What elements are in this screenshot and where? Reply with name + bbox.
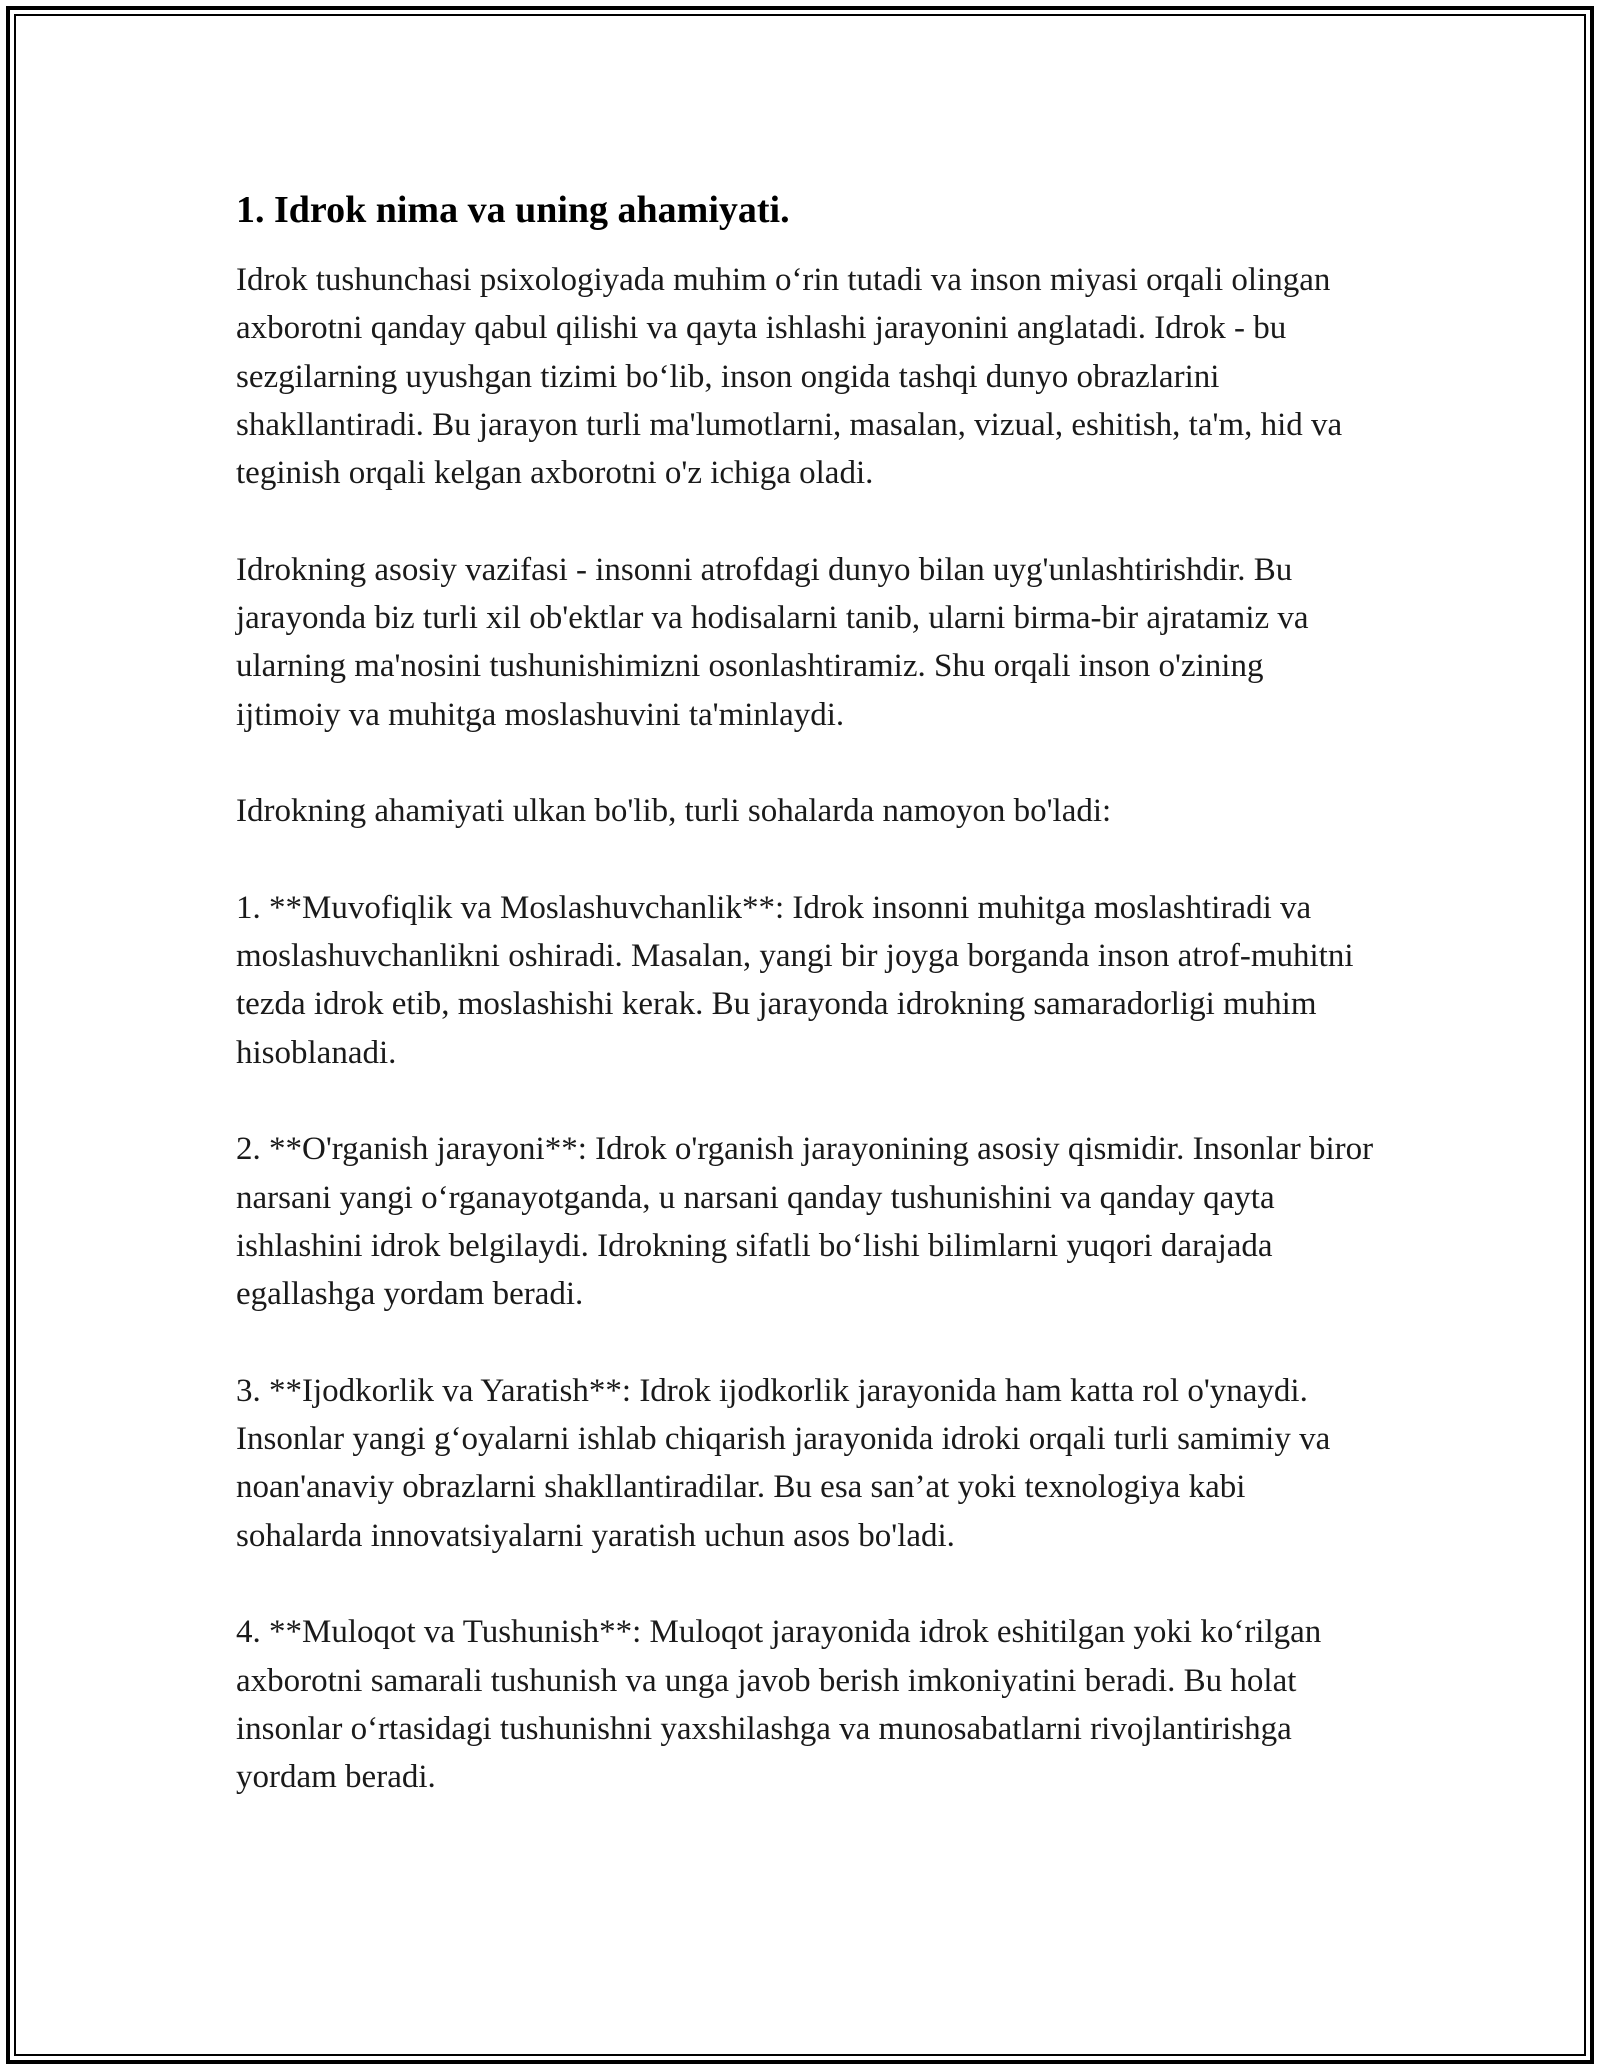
paragraph-importance-lead: Idrokning ahamiyati ulkan bo'lib, turli sohalarda namoyon bo'ladi: — [236, 793, 1112, 830]
list-item-communication: 4. **Muloqot va Tushunish**: Muloqot jarayonida idrok eshitilgan yoki ko‘rilgan axborotni samarali tushunish va unga javob berish imkoniyatini beradi. Bu holat insonlar o‘rtasidagi tushunishni yaxshilashga va munosabatlarni rivojlantirishga yordam beradi. — [236, 1614, 1322, 1796]
document-title: 1. Idrok nima va uning ahamiyati. — [236, 189, 790, 231]
paragraph-intro: Idrok tushunchasi psixologiyada muhim o‘rin tutadi va inson miyasi orqali olingan axborotni qanday qabul qilishi va qayta ishlashi jarayonini anglatadi. Idrok - bu sezgilarning uyushgan tizimi bo‘lib, inson ongida tashqi dunyo obrazlarini shakllantiradi. Bu jarayon turli ma'lumotlarni, masalan, vizual, eshitish, ta'm, hid va teginish orqali kelgan axborotni o'z ichiga oladi. — [236, 262, 1343, 492]
list-item-learning: 2. **O'rganish jarayoni**: Idrok o'rganish jarayonining asosiy qismidir. Insonlar biror narsani yangi o‘rganayotganda, u narsani qanday tushunishini va qanday qayta ishlashini idrok belgilaydi. Idrokning sifatli bo‘lishi bilimlarni yuqori darajada egallashga yordam beradi. — [236, 1131, 1374, 1313]
list-item-adaptability: 1. **Muvofiqlik va Moslashuvchanlik**: Idrok insonni muhitga moslashtiradi va moslashuvchanlikni oshiradi. Masalan, yangi bir joyga borganda inson atrof-muhitni tezda idrok etib, moslashishi kerak. Bu jarayonda idrokning samaradorligi muhim hisoblanadi. — [236, 889, 1354, 1071]
paragraph-main-function: Idrokning asosiy vazifasi - insonni atrofdagi dunyo bilan uyg'unlashtirishdir. Bu jarayonda biz turli xil ob'ektlar va hodisalarni tanib, ularni birma-bir ajratamiz va ularning ma'nosini tushunishimizni osonlashtiramiz. Shu orqali inson o'zining ijtimoiy va muhitga moslashuvini ta'minlaydi. — [236, 551, 1309, 733]
document-body — [236, 186, 1376, 1850]
list-item-creativity: 3. **Ijodkorlik va Yaratish**: Idrok ijodkorlik jarayonida ham katta rol o'ynaydi. Insonlar yangi g‘oyalarni ishlab chiqarish jarayonida idroki orqali turli samimiy va noan'anaviy obrazlarni shakllantiradilar. Bu esa san’at yoki texnologiya kabi sohalarda innovatsiyalarni yaratish uchun asos bo'ladi. — [236, 1372, 1331, 1554]
